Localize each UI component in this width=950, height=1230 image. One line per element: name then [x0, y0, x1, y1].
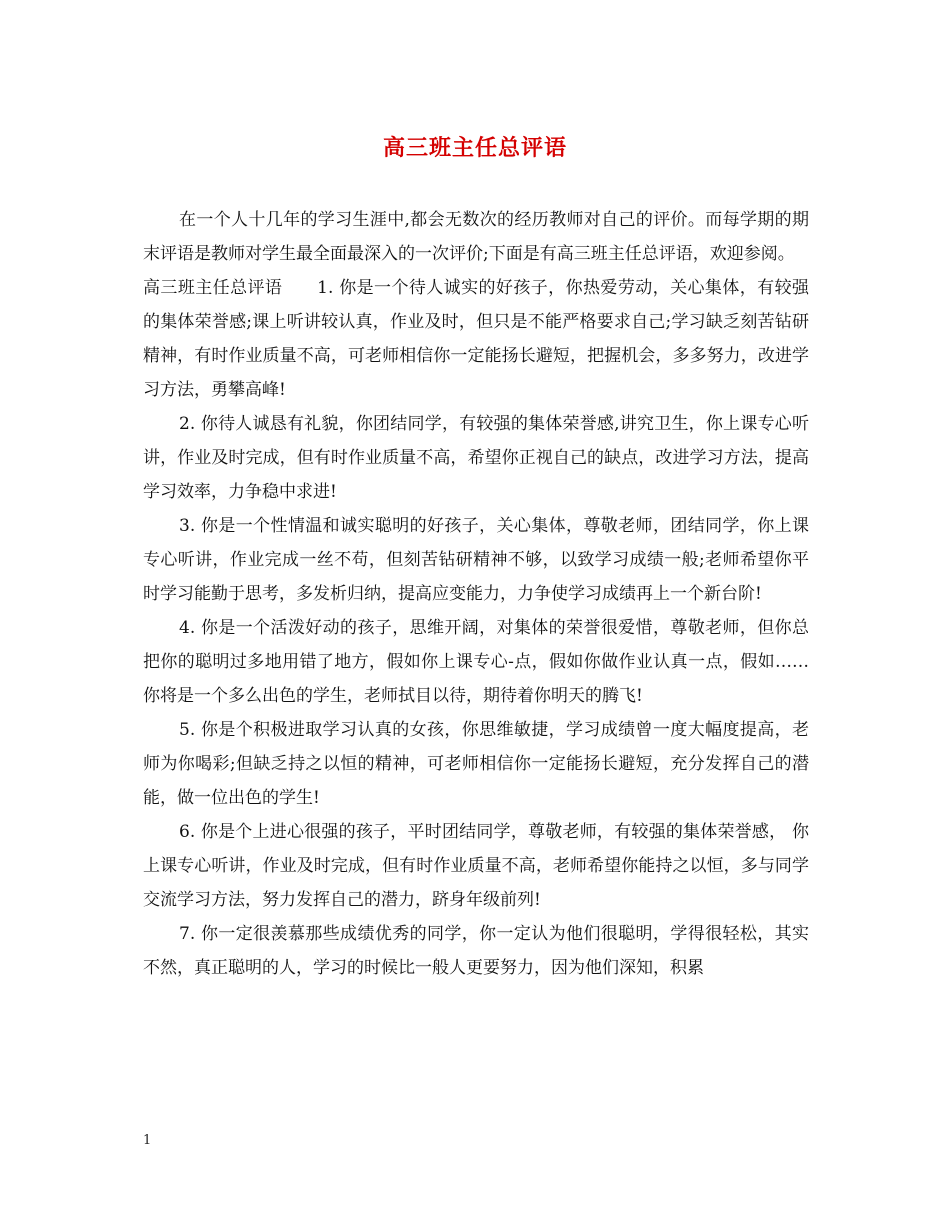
paragraph: 6. 你是个上进心很强的孩子，平时团结同学，尊敬老师，有较强的集体荣誉感， 你上课专心听讲，作业及时完成，但有时作业质量不高，老师希望你能持之以恒，多与同学交流学习方法，努力发挥自己的潜力，跻身年级前列! [143, 822, 809, 910]
page-title: 高三班主任总评语 [382, 135, 567, 161]
paragraph: 7. 你一定很羡慕那些成绩优秀的同学，你一定认为他们很聪明，学得很轻松，其实不然，真正聪明的人，学习的时候比一般人更要努力，因为他们深知，积累 [143, 924, 809, 978]
document-body [143, 203, 809, 985]
paragraph: 5. 你是个积极进取学习认真的女孩，你思维敏捷，学习成绩曾一度大幅度提高，老师为你喝彩;但缺乏持之以恒的精神，可老师相信你一定能扬长避短，充分发挥自己的潜能，做一位出色的学生! [143, 720, 809, 808]
paragraph: 高三班主任总评语 1. 你是一个待人诚实的好孩子，你热爱劳动，关心集体，有较强的集体荣誉感;课上听讲较认真，作业及时，但只是不能严格要求自己;学习缺乏刻苦钻研精神，有时作业质量不高，可老师相信你一定能扬长避短，把握机会，多多努力，改进学习方法，勇攀高峰! [143, 278, 809, 400]
paragraph: 在一个人十几年的学习生涯中,都会无数次的经历教师对自己的评价。而每学期的期末评语是教师对学生最全面最深入的一次评价;下面是有高三班主任总评语，欢迎参阅。 [143, 210, 809, 264]
paragraph: 3. 你是一个性情温和诚实聪明的好孩子，关心集体，尊敬老师，团结同学，你上课专心听讲，作业完成一丝不苟，但刻苦钻研精神不够，以致学习成绩一般;老师希望你平时学习能勤于思考，多发析归纳，提高应变能力，力争使学习成绩再上一个新台阶! [143, 516, 809, 604]
paragraph: 2. 你待人诚恳有礼貌，你团结同学，有较强的集体荣誉感,讲究卫生，你上课专心听讲，作业及时完成，但有时作业质量不高，希望你正视自己的缺点，改进学习方法，提高学习效率，力争稳中求进! [143, 414, 809, 502]
paragraph: 4. 你是一个活泼好动的孩子，思维开阔，对集体的荣誉很爱惜，尊敬老师，但你总把你的聪明过多地用错了地方，假如你上课专心-点，假如你做作业认真一点，假如……你将是一个多么出色的学生，老师拭目以待，期待着你明天的腾飞! [143, 618, 809, 706]
page-number: 1 [143, 1133, 152, 1148]
